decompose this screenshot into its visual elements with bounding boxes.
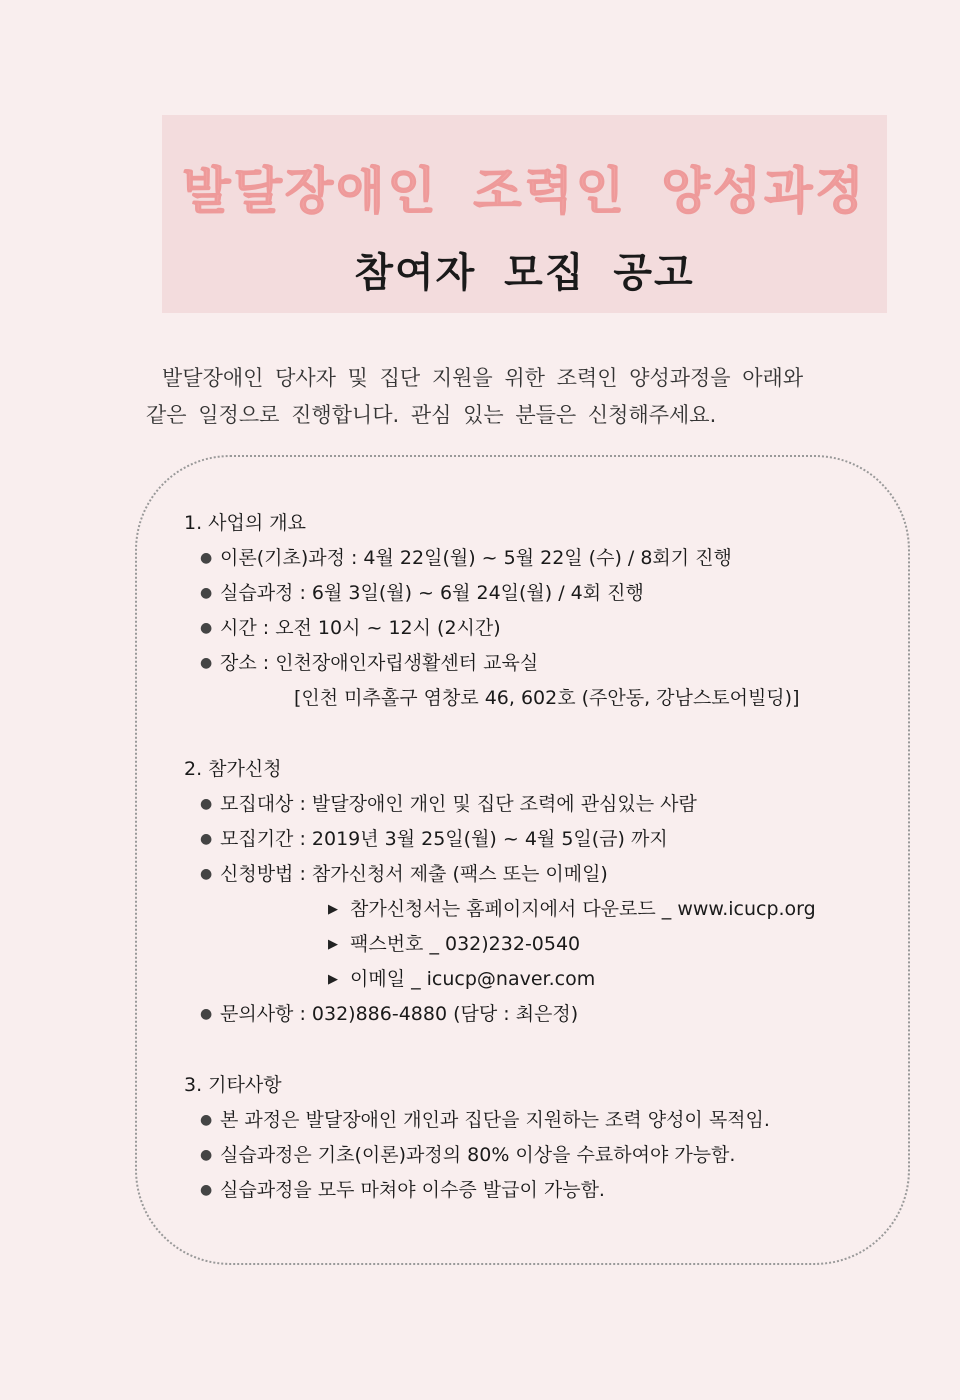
section-title-apply: 2. 참가신청 <box>184 758 282 780</box>
section-gap <box>184 716 904 752</box>
inquiry-text: 문의사항 : 032)886-4880 (담당 : 최은정) <box>220 1003 579 1025</box>
sub-list-item <box>184 892 904 927</box>
list-item <box>184 1173 904 1208</box>
list-item-text: 이론(기초)과정 : 4월 22일(월) ~ 5월 22일 (수) / 8회기 진행 <box>220 547 732 569</box>
sub-list-item <box>184 962 904 997</box>
bullet-icon: ● <box>200 1147 213 1163</box>
list-item-text: 모집대상 : 발달장애인 개인 및 집단 조력에 관심있는 사람 <box>220 793 697 815</box>
sub-list-item-text: 팩스번호 _ 032)232-0540 <box>350 933 581 955</box>
sub-list-item-text: 이메일 _ icucp@naver.com <box>350 968 596 990</box>
list-item-text: 모집기간 : 2019년 3월 25일(월) ~ 4월 5일(금) 까지 <box>220 828 668 850</box>
list-item <box>184 541 904 576</box>
list-item <box>184 997 904 1032</box>
bullet-icon: ● <box>200 1182 213 1198</box>
bullet-icon: ● <box>200 1006 213 1022</box>
list-item <box>184 822 904 857</box>
section-gap <box>184 1032 904 1068</box>
triangle-right-icon: ▶ <box>328 937 338 952</box>
list-item-text: 장소 : 인천장애인자립생활센터 교육실 <box>220 652 539 674</box>
bullet-icon: ● <box>200 831 213 847</box>
bullet-icon: ● <box>200 620 213 636</box>
sub-list-item-text: 참가신청서는 홈페이지에서 다운로드 _ www.icucp.org <box>350 898 816 920</box>
bullet-icon: ● <box>200 866 213 882</box>
section-title-etc: 3. 기타사항 <box>184 1074 282 1096</box>
sub-list-item <box>184 927 904 962</box>
bullet-icon: ● <box>200 550 213 566</box>
list-item-text: 실습과정을 모두 마쳐야 이수증 발급이 가능함. <box>220 1179 605 1201</box>
intro-line: 같은 일정으로 진행합니다. 관심 있는 분들은 신청해주세요. <box>146 403 717 427</box>
list-item-text: 실습과정 : 6월 3일(월) ~ 6월 24일(월) / 4회 진행 <box>220 582 644 604</box>
list-item-text: 실습과정은 기초(이론)과정의 80% 이상을 수료하여야 가능함. <box>220 1144 736 1166</box>
list-item <box>184 787 904 822</box>
list-item <box>184 1138 904 1173</box>
info-content <box>184 506 904 1208</box>
page-subtitle: 참여자 모집 공고 <box>354 250 695 296</box>
bullet-icon: ● <box>200 1112 213 1128</box>
intro-line: 발달장애인 당사자 및 집단 지원을 위한 조력인 양성과정을 아래와 <box>162 366 804 390</box>
triangle-right-icon: ▶ <box>328 972 338 987</box>
list-item <box>184 857 904 892</box>
list-item <box>184 611 904 646</box>
list-item <box>184 646 904 681</box>
list-item <box>184 576 904 611</box>
title-box <box>162 115 887 313</box>
intro-paragraph <box>146 360 906 434</box>
bullet-icon: ● <box>200 585 213 601</box>
list-item-text: 시간 : 오전 10시 ~ 12시 (2시간) <box>220 617 501 639</box>
list-item-text: 신청방법 : 참가신청서 제출 (팩스 또는 이메일) <box>220 863 608 885</box>
list-item <box>184 1103 904 1138</box>
list-item-text: 본 과정은 발달장애인 개인과 집단을 지원하는 조력 양성이 목적임. <box>220 1109 770 1131</box>
section-title-overview: 1. 사업의 개요 <box>184 512 306 534</box>
bullet-icon: ● <box>200 796 213 812</box>
page-title: 발달장애인 조력인 양성과정 <box>182 162 867 220</box>
triangle-right-icon: ▶ <box>328 902 338 917</box>
bullet-icon: ● <box>200 655 213 671</box>
address-line: [인천 미추홀구 염창로 46, 602호 (주안동, 강남스토어빌딩)] <box>294 687 800 709</box>
